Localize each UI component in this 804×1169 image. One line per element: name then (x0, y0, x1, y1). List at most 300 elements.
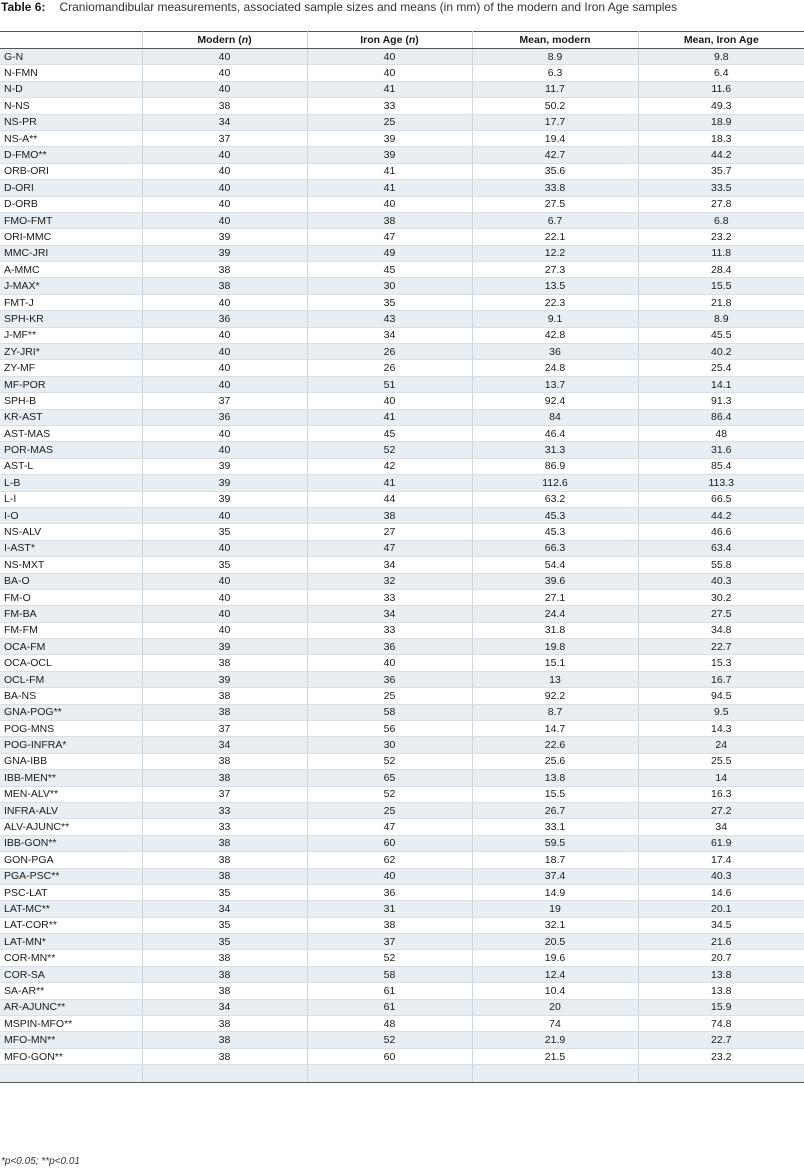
table-row (0, 507, 804, 523)
measurement-cell: ZY-MF (0, 360, 142, 376)
modern-n-cell: 40 (142, 212, 307, 228)
table-row (0, 491, 804, 507)
mean-ironage-cell: 18.9 (638, 114, 804, 130)
mean-ironage-cell: 61.9 (638, 835, 804, 851)
ironage-n-cell: 25 (307, 114, 472, 130)
mean-ironage-cell: 74.8 (638, 1016, 804, 1032)
table-row (0, 983, 804, 999)
mean-ironage-cell: 25.4 (638, 360, 804, 376)
modern-n-cell: 40 (142, 81, 307, 97)
modern-n-cell: 40 (142, 163, 307, 179)
measurement-cell: D-FMO** (0, 147, 142, 163)
mean-modern-cell: 19.4 (472, 130, 638, 146)
mean-modern-cell: 27.1 (472, 589, 638, 605)
mean-ironage-cell: 15.9 (638, 999, 804, 1015)
modern-n-cell: 36 (142, 409, 307, 425)
mean-modern-cell: 22.3 (472, 294, 638, 310)
mean-modern-cell: 12.2 (472, 245, 638, 261)
mean-modern-cell: 26.7 (472, 802, 638, 818)
mean-modern-cell: 19 (472, 901, 638, 917)
ironage-n-cell: 40 (307, 196, 472, 212)
modern-n-cell: 38 (142, 753, 307, 769)
measurement-cell: J-MF** (0, 327, 142, 343)
mean-ironage-cell: 6.4 (638, 65, 804, 81)
modern-n-cell: 38 (142, 983, 307, 999)
mean-modern-cell: 14.7 (472, 721, 638, 737)
table-row (0, 1032, 804, 1048)
modern-n-cell: 33 (142, 819, 307, 835)
mean-ironage-cell: 28.4 (638, 262, 804, 278)
measurement-cell: COR-MN** (0, 950, 142, 966)
table-spacer-row (0, 1065, 804, 1083)
mean-ironage-cell: 63.4 (638, 540, 804, 556)
table-row (0, 130, 804, 146)
table-row (0, 770, 804, 786)
measurement-cell: MEN-ALV** (0, 786, 142, 802)
modern-n-cell: 37 (142, 130, 307, 146)
modern-n-cell: 40 (142, 49, 307, 65)
measurement-cell: FM-BA (0, 606, 142, 622)
mean-modern-cell: 13 (472, 671, 638, 687)
mean-ironage-cell: 21.6 (638, 934, 804, 950)
header-ironage-n: Iron Age (n) (307, 32, 472, 49)
ironage-n-cell: 60 (307, 835, 472, 851)
table-row (0, 852, 804, 868)
mean-modern-cell: 9.1 (472, 311, 638, 327)
mean-modern-cell: 10.4 (472, 983, 638, 999)
ironage-n-cell: 56 (307, 721, 472, 737)
footnote: *p<0.05; **p<0.01 (1, 1156, 80, 1167)
table-row (0, 966, 804, 982)
table-row (0, 442, 804, 458)
spacer-cell (142, 1065, 307, 1083)
modern-n-cell: 38 (142, 835, 307, 851)
modern-n-cell: 35 (142, 524, 307, 540)
measurement-cell: SA-AR** (0, 983, 142, 999)
mean-ironage-cell: 30.2 (638, 589, 804, 605)
table-row (0, 786, 804, 802)
mean-ironage-cell: 15.5 (638, 278, 804, 294)
modern-n-cell: 34 (142, 901, 307, 917)
table-row (0, 884, 804, 900)
table-row (0, 622, 804, 638)
ironage-n-cell: 41 (307, 81, 472, 97)
measurement-cell: FMO-FMT (0, 212, 142, 228)
table-row (0, 425, 804, 441)
mean-modern-cell: 54.4 (472, 557, 638, 573)
mean-modern-cell: 13.8 (472, 770, 638, 786)
table-row (0, 606, 804, 622)
measurement-cell: LAT-COR** (0, 917, 142, 933)
ironage-n-cell: 36 (307, 671, 472, 687)
mean-modern-cell: 8.9 (472, 49, 638, 65)
modern-n-cell: 39 (142, 229, 307, 245)
mean-ironage-cell: 9.8 (638, 49, 804, 65)
mean-modern-cell: 25.6 (472, 753, 638, 769)
table-row (0, 327, 804, 343)
modern-n-cell: 39 (142, 639, 307, 655)
modern-n-cell: 40 (142, 294, 307, 310)
measurement-cell: OCA-OCL (0, 655, 142, 671)
measurement-cell: IBB-GON** (0, 835, 142, 851)
measurement-cell: KR-AST (0, 409, 142, 425)
measurement-cell: AST-L (0, 458, 142, 474)
table-row (0, 393, 804, 409)
ironage-n-cell: 52 (307, 950, 472, 966)
measurement-cell: GNA-IBB (0, 753, 142, 769)
ironage-n-cell: 27 (307, 524, 472, 540)
modern-n-cell: 40 (142, 573, 307, 589)
table-row (0, 950, 804, 966)
measurement-cell: MFO-GON** (0, 1048, 142, 1064)
table-row (0, 114, 804, 130)
mean-modern-cell: 19.6 (472, 950, 638, 966)
modern-n-cell: 39 (142, 458, 307, 474)
mean-ironage-cell: 40.2 (638, 344, 804, 360)
measurement-cell: GON-PGA (0, 852, 142, 868)
measurement-cell: AST-MAS (0, 425, 142, 441)
measurement-cell: I-O (0, 507, 142, 523)
mean-ironage-cell: 21.8 (638, 294, 804, 310)
mean-ironage-cell: 16.3 (638, 786, 804, 802)
header-row (0, 32, 804, 49)
ironage-n-cell: 52 (307, 753, 472, 769)
measurement-cell: COR-SA (0, 966, 142, 982)
mean-modern-cell: 42.7 (472, 147, 638, 163)
ironage-n-cell: 48 (307, 1016, 472, 1032)
header-modern-n: Modern (n) (142, 32, 307, 49)
modern-n-cell: 40 (142, 65, 307, 81)
mean-ironage-cell: 18.3 (638, 130, 804, 146)
mean-modern-cell: 13.7 (472, 376, 638, 392)
mean-ironage-cell: 48 (638, 425, 804, 441)
modern-n-cell: 39 (142, 671, 307, 687)
modern-n-cell: 39 (142, 491, 307, 507)
measurement-cell: LAT-MN* (0, 934, 142, 950)
ironage-n-cell: 34 (307, 327, 472, 343)
mean-ironage-cell: 14 (638, 770, 804, 786)
ironage-n-cell: 39 (307, 147, 472, 163)
ironage-n-cell: 49 (307, 245, 472, 261)
ironage-n-cell: 33 (307, 98, 472, 114)
table-title: Craniomandibular measurements, associated sample sizes and means (in mm) of the modern and Iron Age samples (59, 0, 678, 14)
ironage-n-cell: 38 (307, 212, 472, 228)
modern-n-cell: 38 (142, 770, 307, 786)
header-measurement (0, 32, 142, 49)
mean-modern-cell: 6.3 (472, 65, 638, 81)
table-row (0, 65, 804, 81)
modern-n-cell: 40 (142, 540, 307, 556)
table-row (0, 589, 804, 605)
mean-ironage-cell: 91.3 (638, 393, 804, 409)
ironage-n-cell: 25 (307, 802, 472, 818)
measurement-cell: ALV-AJUNC** (0, 819, 142, 835)
modern-n-cell: 39 (142, 245, 307, 261)
table-row (0, 737, 804, 753)
ironage-n-cell: 45 (307, 425, 472, 441)
mean-modern-cell: 35.6 (472, 163, 638, 179)
mean-ironage-cell: 27.8 (638, 196, 804, 212)
modern-n-cell: 34 (142, 999, 307, 1015)
table-row (0, 376, 804, 392)
measurement-cell: PSC-LAT (0, 884, 142, 900)
mean-modern-cell: 18.7 (472, 852, 638, 868)
mean-ironage-cell: 11.8 (638, 245, 804, 261)
mean-ironage-cell: 16.7 (638, 671, 804, 687)
ironage-n-cell: 40 (307, 65, 472, 81)
mean-modern-cell: 22.1 (472, 229, 638, 245)
mean-modern-cell: 24.4 (472, 606, 638, 622)
mean-modern-cell: 6.7 (472, 212, 638, 228)
mean-ironage-cell: 44.2 (638, 507, 804, 523)
table-row (0, 688, 804, 704)
mean-ironage-cell: 17.4 (638, 852, 804, 868)
table-row (0, 753, 804, 769)
table-row (0, 294, 804, 310)
modern-n-cell: 37 (142, 786, 307, 802)
mean-ironage-cell: 20.1 (638, 901, 804, 917)
measurement-cell: ORI-MMC (0, 229, 142, 245)
mean-ironage-cell: 55.8 (638, 557, 804, 573)
mean-ironage-cell: 35.7 (638, 163, 804, 179)
measurement-cell: L-B (0, 475, 142, 491)
table-row (0, 360, 804, 376)
measurement-cell: N-D (0, 81, 142, 97)
modern-n-cell: 38 (142, 1048, 307, 1064)
measurement-cell: POG-INFRA* (0, 737, 142, 753)
spacer-cell (472, 1065, 638, 1083)
modern-n-cell: 40 (142, 327, 307, 343)
measurement-cell: N-NS (0, 98, 142, 114)
table-row (0, 655, 804, 671)
ironage-n-cell: 43 (307, 311, 472, 327)
ironage-n-cell: 34 (307, 606, 472, 622)
measurement-cell: OCA-FM (0, 639, 142, 655)
mean-ironage-cell: 34.5 (638, 917, 804, 933)
ironage-n-cell: 47 (307, 819, 472, 835)
ironage-n-cell: 41 (307, 409, 472, 425)
mean-modern-cell: 31.3 (472, 442, 638, 458)
ironage-n-cell: 36 (307, 884, 472, 900)
modern-n-cell: 40 (142, 376, 307, 392)
table-row (0, 1048, 804, 1064)
table-row (0, 409, 804, 425)
measurement-cell: POR-MAS (0, 442, 142, 458)
mean-ironage-cell: 22.7 (638, 639, 804, 655)
modern-n-cell: 35 (142, 934, 307, 950)
measurement-cell: NS-MXT (0, 557, 142, 573)
ironage-n-cell: 60 (307, 1048, 472, 1064)
measurement-cell: BA-O (0, 573, 142, 589)
modern-n-cell: 38 (142, 278, 307, 294)
ironage-n-cell: 38 (307, 917, 472, 933)
mean-modern-cell: 45.3 (472, 507, 638, 523)
ironage-n-cell: 25 (307, 688, 472, 704)
modern-n-cell: 37 (142, 393, 307, 409)
mean-ironage-cell: 46.6 (638, 524, 804, 540)
mean-ironage-cell: 14.1 (638, 376, 804, 392)
ironage-n-cell: 32 (307, 573, 472, 589)
mean-ironage-cell: 9.5 (638, 704, 804, 720)
modern-n-cell: 35 (142, 917, 307, 933)
mean-ironage-cell: 8.9 (638, 311, 804, 327)
measurement-cell: IBB-MEN** (0, 770, 142, 786)
ironage-n-cell: 34 (307, 557, 472, 573)
mean-modern-cell: 84 (472, 409, 638, 425)
measurement-cell: FMT-J (0, 294, 142, 310)
ironage-n-cell: 58 (307, 966, 472, 982)
measurement-cell: I-AST* (0, 540, 142, 556)
mean-ironage-cell: 34 (638, 819, 804, 835)
modern-n-cell: 38 (142, 688, 307, 704)
mean-ironage-cell: 22.7 (638, 1032, 804, 1048)
ironage-n-cell: 65 (307, 770, 472, 786)
mean-modern-cell: 50.2 (472, 98, 638, 114)
mean-ironage-cell: 113.3 (638, 475, 804, 491)
header-mean-ironage: Mean, Iron Age (638, 32, 804, 49)
mean-modern-cell: 22.6 (472, 737, 638, 753)
modern-n-cell: 40 (142, 442, 307, 458)
measurement-cell: N-FMN (0, 65, 142, 81)
mean-modern-cell: 8.7 (472, 704, 638, 720)
table-row (0, 917, 804, 933)
modern-n-cell: 38 (142, 262, 307, 278)
spacer-cell (0, 1065, 142, 1083)
mean-ironage-cell: 33.5 (638, 180, 804, 196)
ironage-n-cell: 40 (307, 655, 472, 671)
mean-modern-cell: 46.4 (472, 425, 638, 441)
modern-n-cell: 40 (142, 425, 307, 441)
ironage-n-cell: 44 (307, 491, 472, 507)
mean-modern-cell: 86.9 (472, 458, 638, 474)
table-row (0, 147, 804, 163)
modern-n-cell: 38 (142, 704, 307, 720)
mean-ironage-cell: 23.2 (638, 1048, 804, 1064)
table-row (0, 721, 804, 737)
modern-n-cell: 35 (142, 557, 307, 573)
measurement-cell: MSPIN-MFO** (0, 1016, 142, 1032)
mean-modern-cell: 13.5 (472, 278, 638, 294)
table-row (0, 311, 804, 327)
modern-n-cell: 34 (142, 737, 307, 753)
ironage-n-cell: 61 (307, 999, 472, 1015)
modern-n-cell: 38 (142, 655, 307, 671)
mean-ironage-cell: 66.5 (638, 491, 804, 507)
measurement-cell: NS-ALV (0, 524, 142, 540)
modern-n-cell: 40 (142, 360, 307, 376)
modern-n-cell: 40 (142, 196, 307, 212)
modern-n-cell: 37 (142, 721, 307, 737)
modern-n-cell: 35 (142, 884, 307, 900)
modern-n-cell: 38 (142, 1032, 307, 1048)
mean-ironage-cell: 13.8 (638, 983, 804, 999)
ironage-n-cell: 26 (307, 360, 472, 376)
table-row (0, 180, 804, 196)
mean-ironage-cell: 11.6 (638, 81, 804, 97)
table-row (0, 868, 804, 884)
mean-ironage-cell: 31.6 (638, 442, 804, 458)
ironage-n-cell: 47 (307, 540, 472, 556)
ironage-n-cell: 31 (307, 901, 472, 917)
table-row (0, 49, 804, 65)
measurement-cell: D-ORI (0, 180, 142, 196)
ironage-n-cell: 45 (307, 262, 472, 278)
measurement-cell: L-I (0, 491, 142, 507)
measurement-cell: MMC-JRI (0, 245, 142, 261)
ironage-n-cell: 41 (307, 163, 472, 179)
table-row (0, 819, 804, 835)
measurement-cell: BA-NS (0, 688, 142, 704)
modern-n-cell: 40 (142, 507, 307, 523)
mean-ironage-cell: 45.5 (638, 327, 804, 343)
mean-modern-cell: 12.4 (472, 966, 638, 982)
ironage-n-cell: 52 (307, 442, 472, 458)
table-caption (1, 0, 677, 20)
modern-n-cell: 38 (142, 98, 307, 114)
ironage-n-cell: 42 (307, 458, 472, 474)
modern-n-cell: 36 (142, 311, 307, 327)
ironage-n-cell: 38 (307, 507, 472, 523)
table-row (0, 704, 804, 720)
measurements-table (0, 31, 804, 1083)
mean-modern-cell: 59.5 (472, 835, 638, 851)
mean-modern-cell: 66.3 (472, 540, 638, 556)
measurement-cell: A-MMC (0, 262, 142, 278)
ironage-n-cell: 39 (307, 130, 472, 146)
table-row (0, 901, 804, 917)
table-row (0, 540, 804, 556)
ironage-n-cell: 61 (307, 983, 472, 999)
mean-modern-cell: 39.6 (472, 573, 638, 589)
mean-modern-cell: 11.7 (472, 81, 638, 97)
table-row (0, 934, 804, 950)
mean-modern-cell: 27.3 (472, 262, 638, 278)
mean-ironage-cell: 13.8 (638, 966, 804, 982)
ironage-n-cell: 36 (307, 639, 472, 655)
ironage-n-cell: 52 (307, 1032, 472, 1048)
table-row (0, 524, 804, 540)
ironage-n-cell: 51 (307, 376, 472, 392)
measurement-cell: ZY-JRI* (0, 344, 142, 360)
mean-ironage-cell: 85.4 (638, 458, 804, 474)
mean-ironage-cell: 23.2 (638, 229, 804, 245)
spacer-cell (638, 1065, 804, 1083)
mean-ironage-cell: 14.3 (638, 721, 804, 737)
measurement-cell: POG-MNS (0, 721, 142, 737)
ironage-n-cell: 41 (307, 180, 472, 196)
mean-ironage-cell: 25.5 (638, 753, 804, 769)
table-label: Table 6: (1, 0, 46, 14)
modern-n-cell: 38 (142, 950, 307, 966)
measurement-cell: D-ORB (0, 196, 142, 212)
mean-ironage-cell: 94.5 (638, 688, 804, 704)
mean-modern-cell: 15.5 (472, 786, 638, 802)
modern-n-cell: 40 (142, 622, 307, 638)
mean-modern-cell: 24.8 (472, 360, 638, 376)
mean-ironage-cell: 40.3 (638, 868, 804, 884)
ironage-n-cell: 30 (307, 278, 472, 294)
ironage-n-cell: 58 (307, 704, 472, 720)
mean-modern-cell: 20 (472, 999, 638, 1015)
measurement-cell: SPH-B (0, 393, 142, 409)
table-row (0, 557, 804, 573)
mean-modern-cell: 15.1 (472, 655, 638, 671)
modern-n-cell: 38 (142, 852, 307, 868)
ironage-n-cell: 52 (307, 786, 472, 802)
table-row (0, 573, 804, 589)
modern-n-cell: 40 (142, 589, 307, 605)
modern-n-cell: 38 (142, 1016, 307, 1032)
